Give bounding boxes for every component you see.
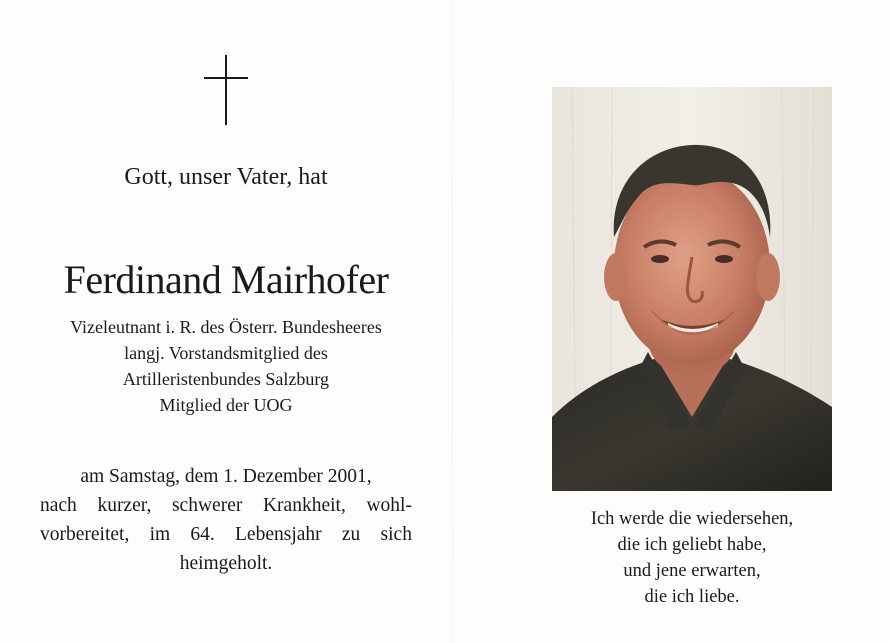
death-word: wohl- <box>366 495 412 516</box>
death-line: am Samstag, dem 1. Dezember 2001, <box>80 466 372 487</box>
death-word: Krankheit, <box>262 495 346 516</box>
death-line <box>40 491 412 520</box>
death-word: zu <box>341 524 361 545</box>
death-word: vorbereitet, <box>40 524 130 545</box>
quote-line: Ich werde die wiedersehen, <box>590 509 794 529</box>
quote-line: und jene erwarten, <box>623 561 761 581</box>
death-line <box>40 520 412 549</box>
death-word: Lebensjahr <box>235 524 322 545</box>
death-notice <box>40 462 412 578</box>
cross-icon <box>204 55 248 125</box>
title-line: Mitglied der UOG <box>159 395 293 415</box>
title-line: langj. Vorstandsmitglied des <box>124 343 328 363</box>
title-line: Artilleristenbundes Salzburg <box>122 369 330 389</box>
cross-vertical-bar <box>225 55 227 125</box>
death-word: im <box>149 524 171 545</box>
death-word: nach <box>40 495 77 516</box>
death-word: sich <box>380 524 412 545</box>
deceased-name: Ferdinand Mairhofer <box>63 257 389 302</box>
title-line: Vizeleutnant i. R. des Österr. Bundesheeres <box>70 317 382 337</box>
intro-text: Gott, unser Vater, hat <box>124 164 328 190</box>
portrait-photo <box>552 87 832 491</box>
card-fold-line <box>452 0 453 643</box>
quote-block <box>552 506 832 610</box>
death-word: 64. <box>190 524 215 545</box>
titles-block <box>0 314 452 418</box>
quote-line: die ich geliebt habe, <box>617 535 767 555</box>
cross-horizontal-bar <box>204 77 248 79</box>
quote-line: die ich liebe. <box>644 587 740 607</box>
death-word: schwerer <box>171 495 243 516</box>
death-word: kurzer, <box>97 495 152 516</box>
death-line: heimgeholt. <box>179 553 273 574</box>
